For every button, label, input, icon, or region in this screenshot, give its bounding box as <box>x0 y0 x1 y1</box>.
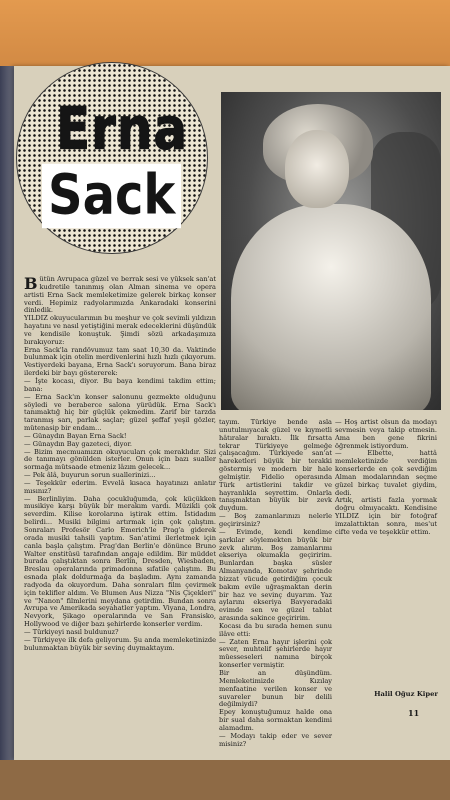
article-paragraph: — Erna Sack'ın konser salonunu gezmekte olduğunu söyledi ve beraberce salona yürüdük. Erna Sack'ı tanımaktığ hiç bir güçlük çekmedim. Zarif bir tarzda taranmış sarı, parlak saçlar; güzel şeffaf yeşil gözler, mütenasip bir endam... <box>24 392 216 433</box>
photo-dress <box>231 204 431 410</box>
article-paragraph: — Boş zamanlarınızı nelerle geçirirsiniz? <box>219 512 332 528</box>
page-number: 11 <box>408 708 420 718</box>
article-paragraph: — Bizim mecmuamızın okuyucuları çok meraklıdır. Sizi de tanımayı gönülden isterler. Onun için bazı sualler sormağa mütsaade etmeniz lâzım gelecek... <box>24 447 216 472</box>
article-paragraph: — İşte kocası, diyor. Bu baya kendimi takdim ettim; bana: <box>24 376 216 393</box>
magazine-spine <box>0 66 14 760</box>
article-paragraph: — Türkiyeyi nasıl buldunuz? <box>24 627 119 636</box>
article-column-middle <box>219 419 332 748</box>
article-paragraph: — Elbette, hattâ memleketinizde verdiğim konserlerde en çok sevdiğim Alman modalarından seçme güzel birkaç tuvalet giydim, dedi. <box>335 449 437 497</box>
drop-cap: B <box>24 274 38 293</box>
article-paragraph: — Hoş artist olsun da modayı sevmesin veya takip etmesin. Ama ben gene fikrini öğrenmek istiyordum. <box>335 418 437 450</box>
article-paragraph: Kocası da bu sırada hemen sunu ilâve etti: <box>219 621 332 638</box>
author-signature: Halil Oğuz Kiper <box>374 690 438 698</box>
article-paragraph: — Pek âlâ, buyurun sorun suallerinizi... <box>24 471 156 480</box>
article-paragraph: — Günaydın Bayan Erna Sack! <box>24 431 127 440</box>
photo-face <box>285 130 349 208</box>
article-paragraph: — Evimde, kendi kendime şarkılar söylemekten büyük bir zevk alırım. Boş zamanlarımı ekseriya okumakla geçiririm. Bunlardan başka süsler Almanyanda, Komotav şehrinde bizzat vücude getirdiğim çocuk bakım evile uğraşmaktan derin bir haz ve sevinç duyarım. Yaz aylarını ekseriya Bavyeradaki evimde sen ve güzel tablat arasında sakince geçiririm. <box>219 527 332 623</box>
article-paragraph: Erna Sack'la randövumuz tam saat 10,30 da. Vaktinde bulunmak için otelin merdivenlerini hızlı hızlı çıkıyorum. Vestiyerdeki bayana, Erna Sack'ı soruyorum. Bana biraz ilerdeki bir bayı göstererek: <box>24 345 216 378</box>
article-paragraph: — Türkiyeye ilk defa geliyorum. Şu anda memleketinizde bulunmaktan büyük bir sevinç duymaktayım. <box>24 635 216 652</box>
article-paragraph: — Zaten Erna hayır işlerini çok sever, muhtelif şehirlerde hayır müesseseleri namına birçok konserler vermiştir. <box>219 637 332 670</box>
article-text: ütün Avrupaca güzel ve berrak sesi ve yüksek san'at kudretile tanınmış olan Alman sinema ve opera artisti Erna Sack memleketimize gelerek birkaç konser verdi. Hepimiz radyolarımızda Ankaradaki konserini dinledik. <box>24 275 216 315</box>
portrait-photo <box>221 92 441 410</box>
article-paragraph <box>24 276 216 315</box>
title-last-name: Sack <box>42 164 181 228</box>
article-paragraph: Artık, artisti fazla yormak doğru olmıyacaktı. Kendisine YILDIZ için bir fotoğraf imzalattıktan sonra, mes'ut cifte veda ve teşekkür ettim. <box>335 496 437 536</box>
article-column-left <box>24 276 216 653</box>
article-paragraph: — Günaydın Bay gazeteci, diyor. <box>24 439 132 448</box>
title-logo <box>16 62 211 262</box>
background-table <box>0 760 450 800</box>
article-paragraph: Epey konuştuğumuz halde ona bir sual daha sormaktan kendimi alamadım. <box>219 708 332 732</box>
article-column-right <box>335 419 437 537</box>
article-paragraph: Bir an düşündüm. Memleketimizde Kızılay menfaatine verilen konser ve suvareler bunun bir delili değilmiydi? <box>219 669 332 709</box>
article-paragraph: — Berlinliyim. Daha çocukluğumda, çok küçükken musikiye karşı büyük bir merakım vardı. Müzikli çok severdim. Kilise korolarına iştirak ettim. İstidadım belirdi... Musiki bilgimi artırmak için çok çalıştım. Sonraları Profesör Carlo Emerich'le Prag'a giderek orada musiki tahsili yaptım. San'atimi ilerletmek için canla başla çalıştım. Prag'dan Berlin'e dönünce Bruno Walter enstitüsü tarafından angaje edildim. Bir müddet burada çalıştıktan sonra Berlin, Dresden, Wiesbaden, Breslau operalarında primadonna sıfatile çalıştım. Bu esnada plak doldurmağa da başladım. Aynı zamanda radyoda da okuyordum. Daha sonraları film çevirmek için teklifler aldım. Ve Blumen Aus Nizza "Nis Çiçekleri" ve "Nanon" filmlerini meydana getirdim. Bundan sonra Avrupa ve Amerikada seyahatler yaptım. Viyana, Londra, Nevyork, Şikago operalarında ve San Fransisko, Hollywood ve diğer bazı şehirlerde konserler verdim. <box>24 494 216 629</box>
title-first-name: Erna <box>56 95 189 163</box>
article-paragraph: YILDIZ okuyucularımın bu meşhur ve çok sevimli yıldızın hayatını ve nasıl yetiştiğini merak edeceklerini düşündük ve kendisile konuştuk. Şimdi sözü arkadaşımıza bırakıyoruz: <box>24 314 216 346</box>
article-paragraph: tayım. Türkiye bende asla unutulmıyacak güzel ve kıymetli hâtıralar bıraktı. İlk fırsatta tekrar Türkiyeye gelmeğe çalışacağım. Türkiyede san'at hareketleri büyük bir terakki göstermiş ve modern bir hale gelmiştir. Fidelio operasında Türk artistlerini takdir ve hayranlıkla seyrettim. Onlarla tanışmaktan büyük bir zevk duydum. <box>219 418 332 513</box>
article-paragraph: — Teşekkür ederim. Evvelâ kısaca hayatınızı anlatır mısınız? <box>24 478 216 495</box>
article-paragraph: — Modayı takip eder ve sever misiniz? <box>219 731 332 748</box>
